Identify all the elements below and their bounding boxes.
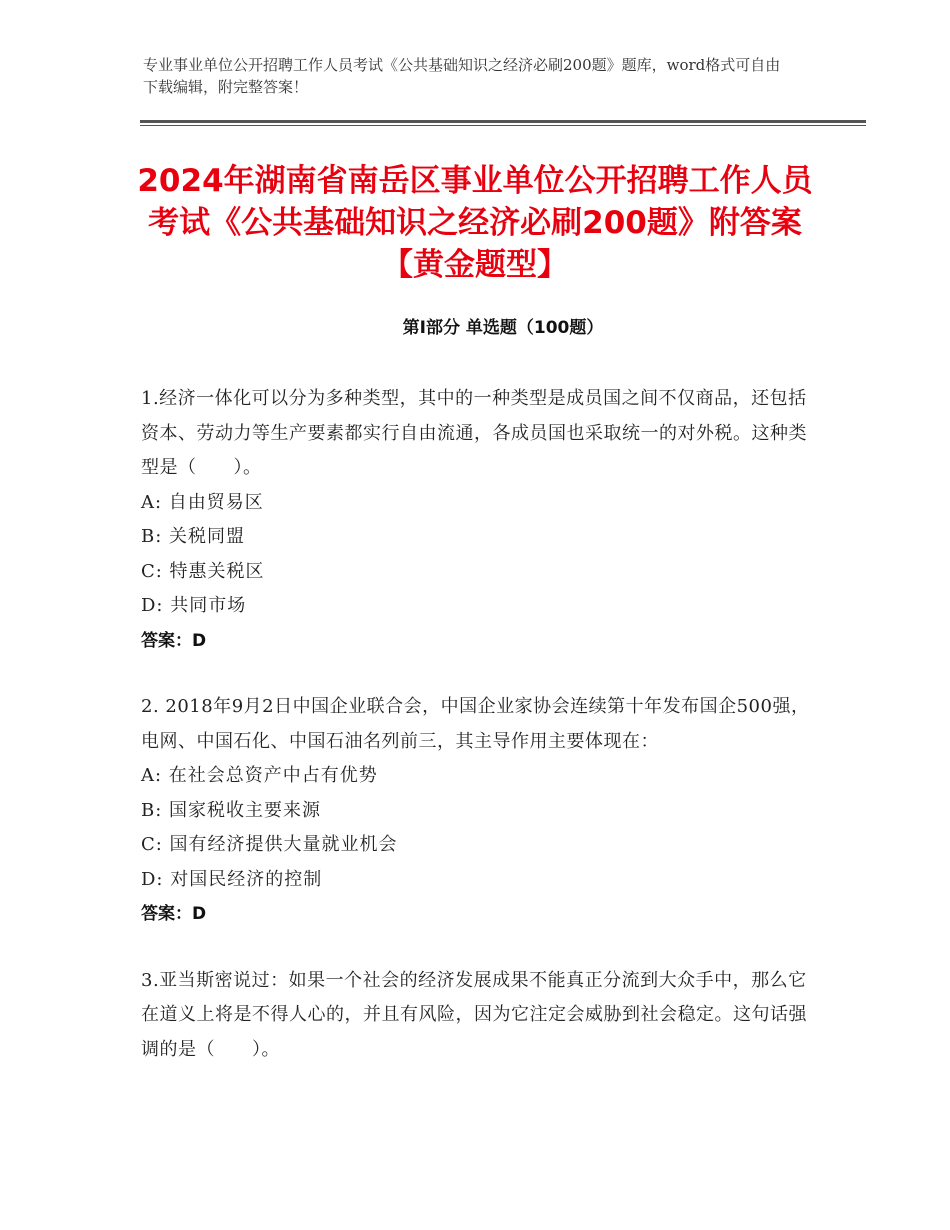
header-divider-thick <box>140 120 866 123</box>
question-list <box>141 382 811 1099</box>
question-answer: 答案：D <box>141 904 207 924</box>
question-option-a: A: 自由贸易区 <box>141 491 264 513</box>
question-option-d: D: 对国民经济的控制 <box>141 868 323 890</box>
question-option-a: A: 在社会总资产中占有优势 <box>141 765 378 786</box>
question-answer: 答案：D <box>141 630 207 651</box>
header-note: 专业事业单位公开招聘工作人员考试《公共基础知识之经济必刷200题》题库，word格式可自由下载编辑，附完整答案！ <box>143 56 781 96</box>
question-option-d: D: 共同市场 <box>141 595 247 616</box>
question-1 <box>141 382 811 658</box>
document-title: 2024年湖南省南岳区事业单位公开招聘工作人员考试《公共基础知识之经济必刷200题》附答案【黄金题型】 <box>137 163 813 283</box>
question-3 <box>141 964 811 1068</box>
question-option-c: C: 国有经济提供大量就业机会 <box>141 834 398 855</box>
question-stem: 1.经济一体化可以分为多种类型，其中的一种类型是成员国之间不仅商品，还包括资本、劳动力等生产要素都实行自由流通，各成员国也采取统一的对外税。这种类型是（ ）。 <box>141 388 807 478</box>
question-option-c: C: 特惠关税区 <box>141 560 265 582</box>
header-divider-thin <box>140 125 866 126</box>
section-heading: 第Ⅰ部分 单选题（100题） <box>402 318 604 338</box>
question-2 <box>141 690 811 932</box>
question-stem: 2. 2018年9月2日中国企业联合会，中国企业家协会连续第十年发布国企500强，电网、中国石化、中国石油名列前三，其主导作用主要体现在： <box>141 696 810 752</box>
question-option-b: B: 关税同盟 <box>141 526 246 547</box>
question-stem: 3.亚当斯密说过：如果一个社会的经济发展成果不能真正分流到大众手中，那么它在道义上将是不得人心的，并且有风险，因为它注定会威胁到社会稳定。这句话强调的是（ ）。 <box>141 969 807 1060</box>
question-option-b: B: 国家税收主要来源 <box>141 799 322 821</box>
